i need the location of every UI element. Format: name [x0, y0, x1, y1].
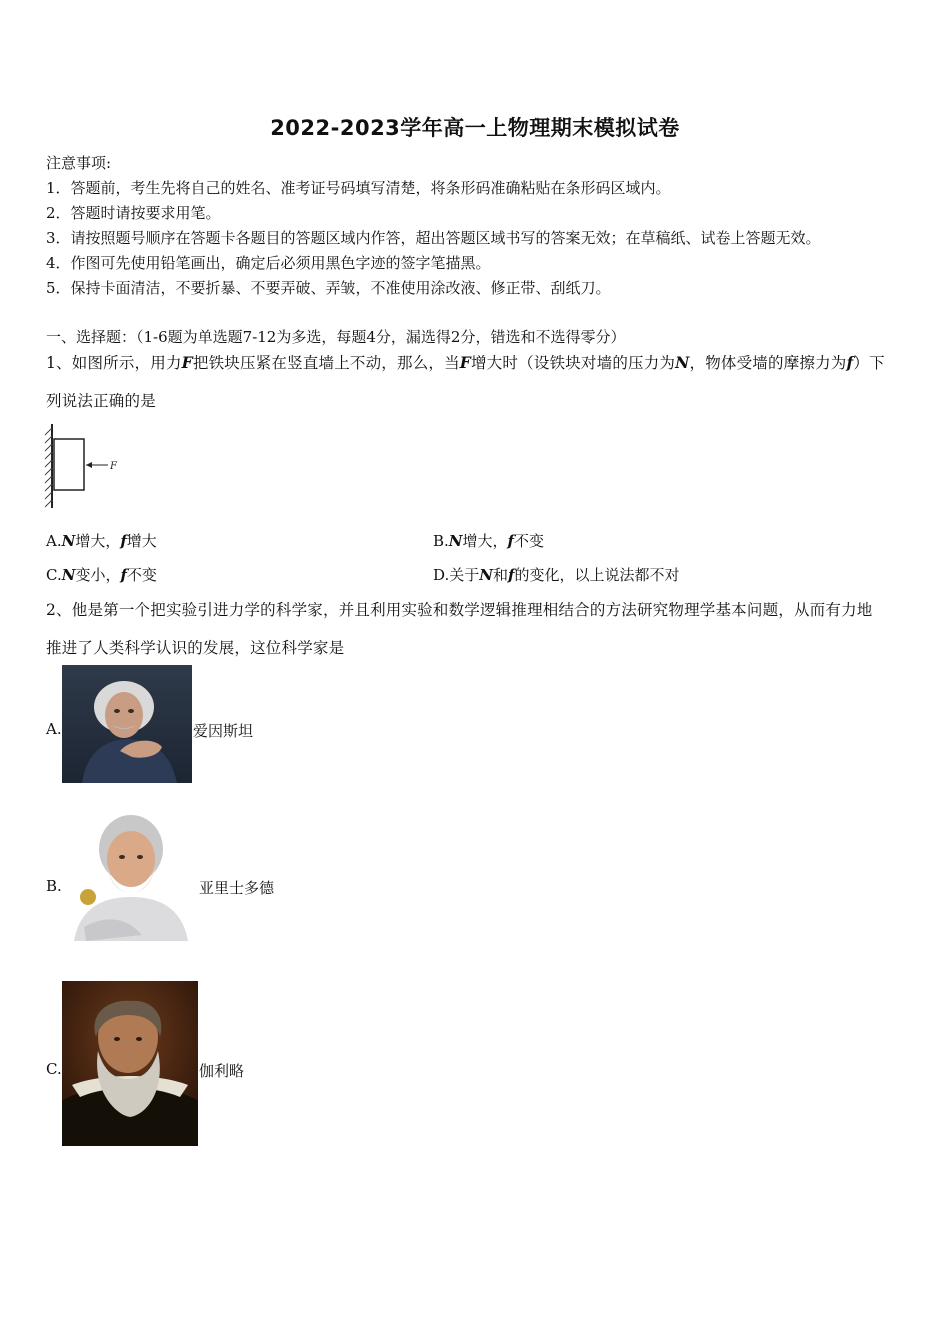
wall-hatching [45, 428, 52, 507]
q2-option-c-letter[interactable]: C. [46, 1060, 62, 1078]
var-F: F [181, 353, 193, 372]
wall-block-figure [40, 420, 140, 515]
notice-heading: 注意事项: [46, 154, 112, 172]
q1-text-a: 1、如图所示，用力 [46, 354, 182, 372]
q2-option-b-letter[interactable]: B. [46, 877, 62, 895]
option-text: 的变化，以上说法都不对 [514, 566, 680, 584]
option-text: 增大 [126, 532, 157, 550]
var-F: F [459, 353, 472, 372]
q1-option-d[interactable] [433, 564, 679, 585]
einstein-portrait [62, 665, 192, 783]
option-letter: B. [433, 532, 449, 550]
var-f: f [120, 566, 127, 584]
question-2-line-1: 2、他是第一个把实验引进力学的科学家，并且利用实验和数学逻辑推理相结合的方法研究物理学基本问题，从而有力地 [46, 601, 873, 619]
question-1-line-1 [46, 351, 885, 373]
q1-option-c[interactable] [46, 564, 157, 585]
notice-item-2: 2．答题时请按要求用笔。 [46, 204, 221, 222]
q1-option-a[interactable] [46, 530, 157, 551]
option-text: 不变 [126, 566, 157, 584]
var-f: f [846, 353, 854, 372]
option-text: D.关于 [433, 566, 480, 584]
var-N: N [479, 566, 493, 584]
q1-option-b[interactable] [433, 530, 544, 551]
var-N: N [61, 532, 76, 550]
option-letter: C. [46, 566, 62, 584]
q1-text-d: ，物体受墙的摩擦力为 [689, 354, 847, 372]
var-f: f [120, 532, 127, 550]
q1-text-b: 把铁块压紧在竖直墙上不动，那么，当 [192, 354, 460, 372]
section-heading: 一、选择题：（1-6题为单选题7-12为多选，每题4分，漏选得2分，错选和不选得零分） [46, 328, 626, 346]
force-label: F [110, 461, 117, 472]
question-1-line-2: 列说法正确的是 [46, 392, 156, 410]
option-text: 增大， [75, 532, 121, 550]
page-title: 2022-2023学年高一上物理期末模拟试卷 [270, 116, 680, 140]
q2-option-b-name: 亚里士多德 [199, 879, 275, 897]
q1-text-c: 增大时（设铁块对墙的压力为 [471, 354, 676, 372]
notice-item-5: 5．保持卡面清洁，不要折暴、不要弄破、弄皱，不准使用涂改液、修正带、刮纸刀。 [46, 279, 611, 297]
galileo-portrait [62, 981, 198, 1146]
var-N: N [448, 532, 463, 550]
notice-item-4: 4．作图可先使用铅笔画出，确定后必须用黑色字迹的签字笔描黑。 [46, 254, 491, 272]
question-2-line-2: 推进了人类科学认识的发展，这位科学家是 [46, 639, 345, 657]
force-arrowhead [86, 462, 92, 468]
option-text: 增大， [462, 532, 508, 550]
var-N: N [61, 566, 76, 584]
q2-option-a-name: 爱因斯坦 [193, 722, 254, 740]
iron-block [54, 439, 84, 490]
option-text: 不变 [513, 532, 544, 550]
option-text: 变小， [75, 566, 121, 584]
notice-item-3: 3．请按照题号顺序在答题卡各题目的答题区域内作答，超出答题区域书写的答案无效；在草稿纸、试卷上答题无效。 [46, 229, 821, 247]
var-f: f [508, 566, 515, 584]
q2-option-c-name: 伽利略 [199, 1062, 245, 1080]
option-letter: A. [46, 532, 62, 550]
var-N: N [675, 353, 690, 372]
option-text: 和 [492, 566, 508, 584]
q1-text-e: ）下 [853, 354, 885, 372]
q2-option-a-letter[interactable]: A. [46, 720, 62, 738]
notice-item-1: 1．答题前，考生先将自己的姓名、准考证号码填写清楚，将条形码准确粘贴在条形码区域内。 [46, 179, 671, 197]
var-f: f [507, 532, 514, 550]
aristotle-portrait [66, 805, 196, 943]
